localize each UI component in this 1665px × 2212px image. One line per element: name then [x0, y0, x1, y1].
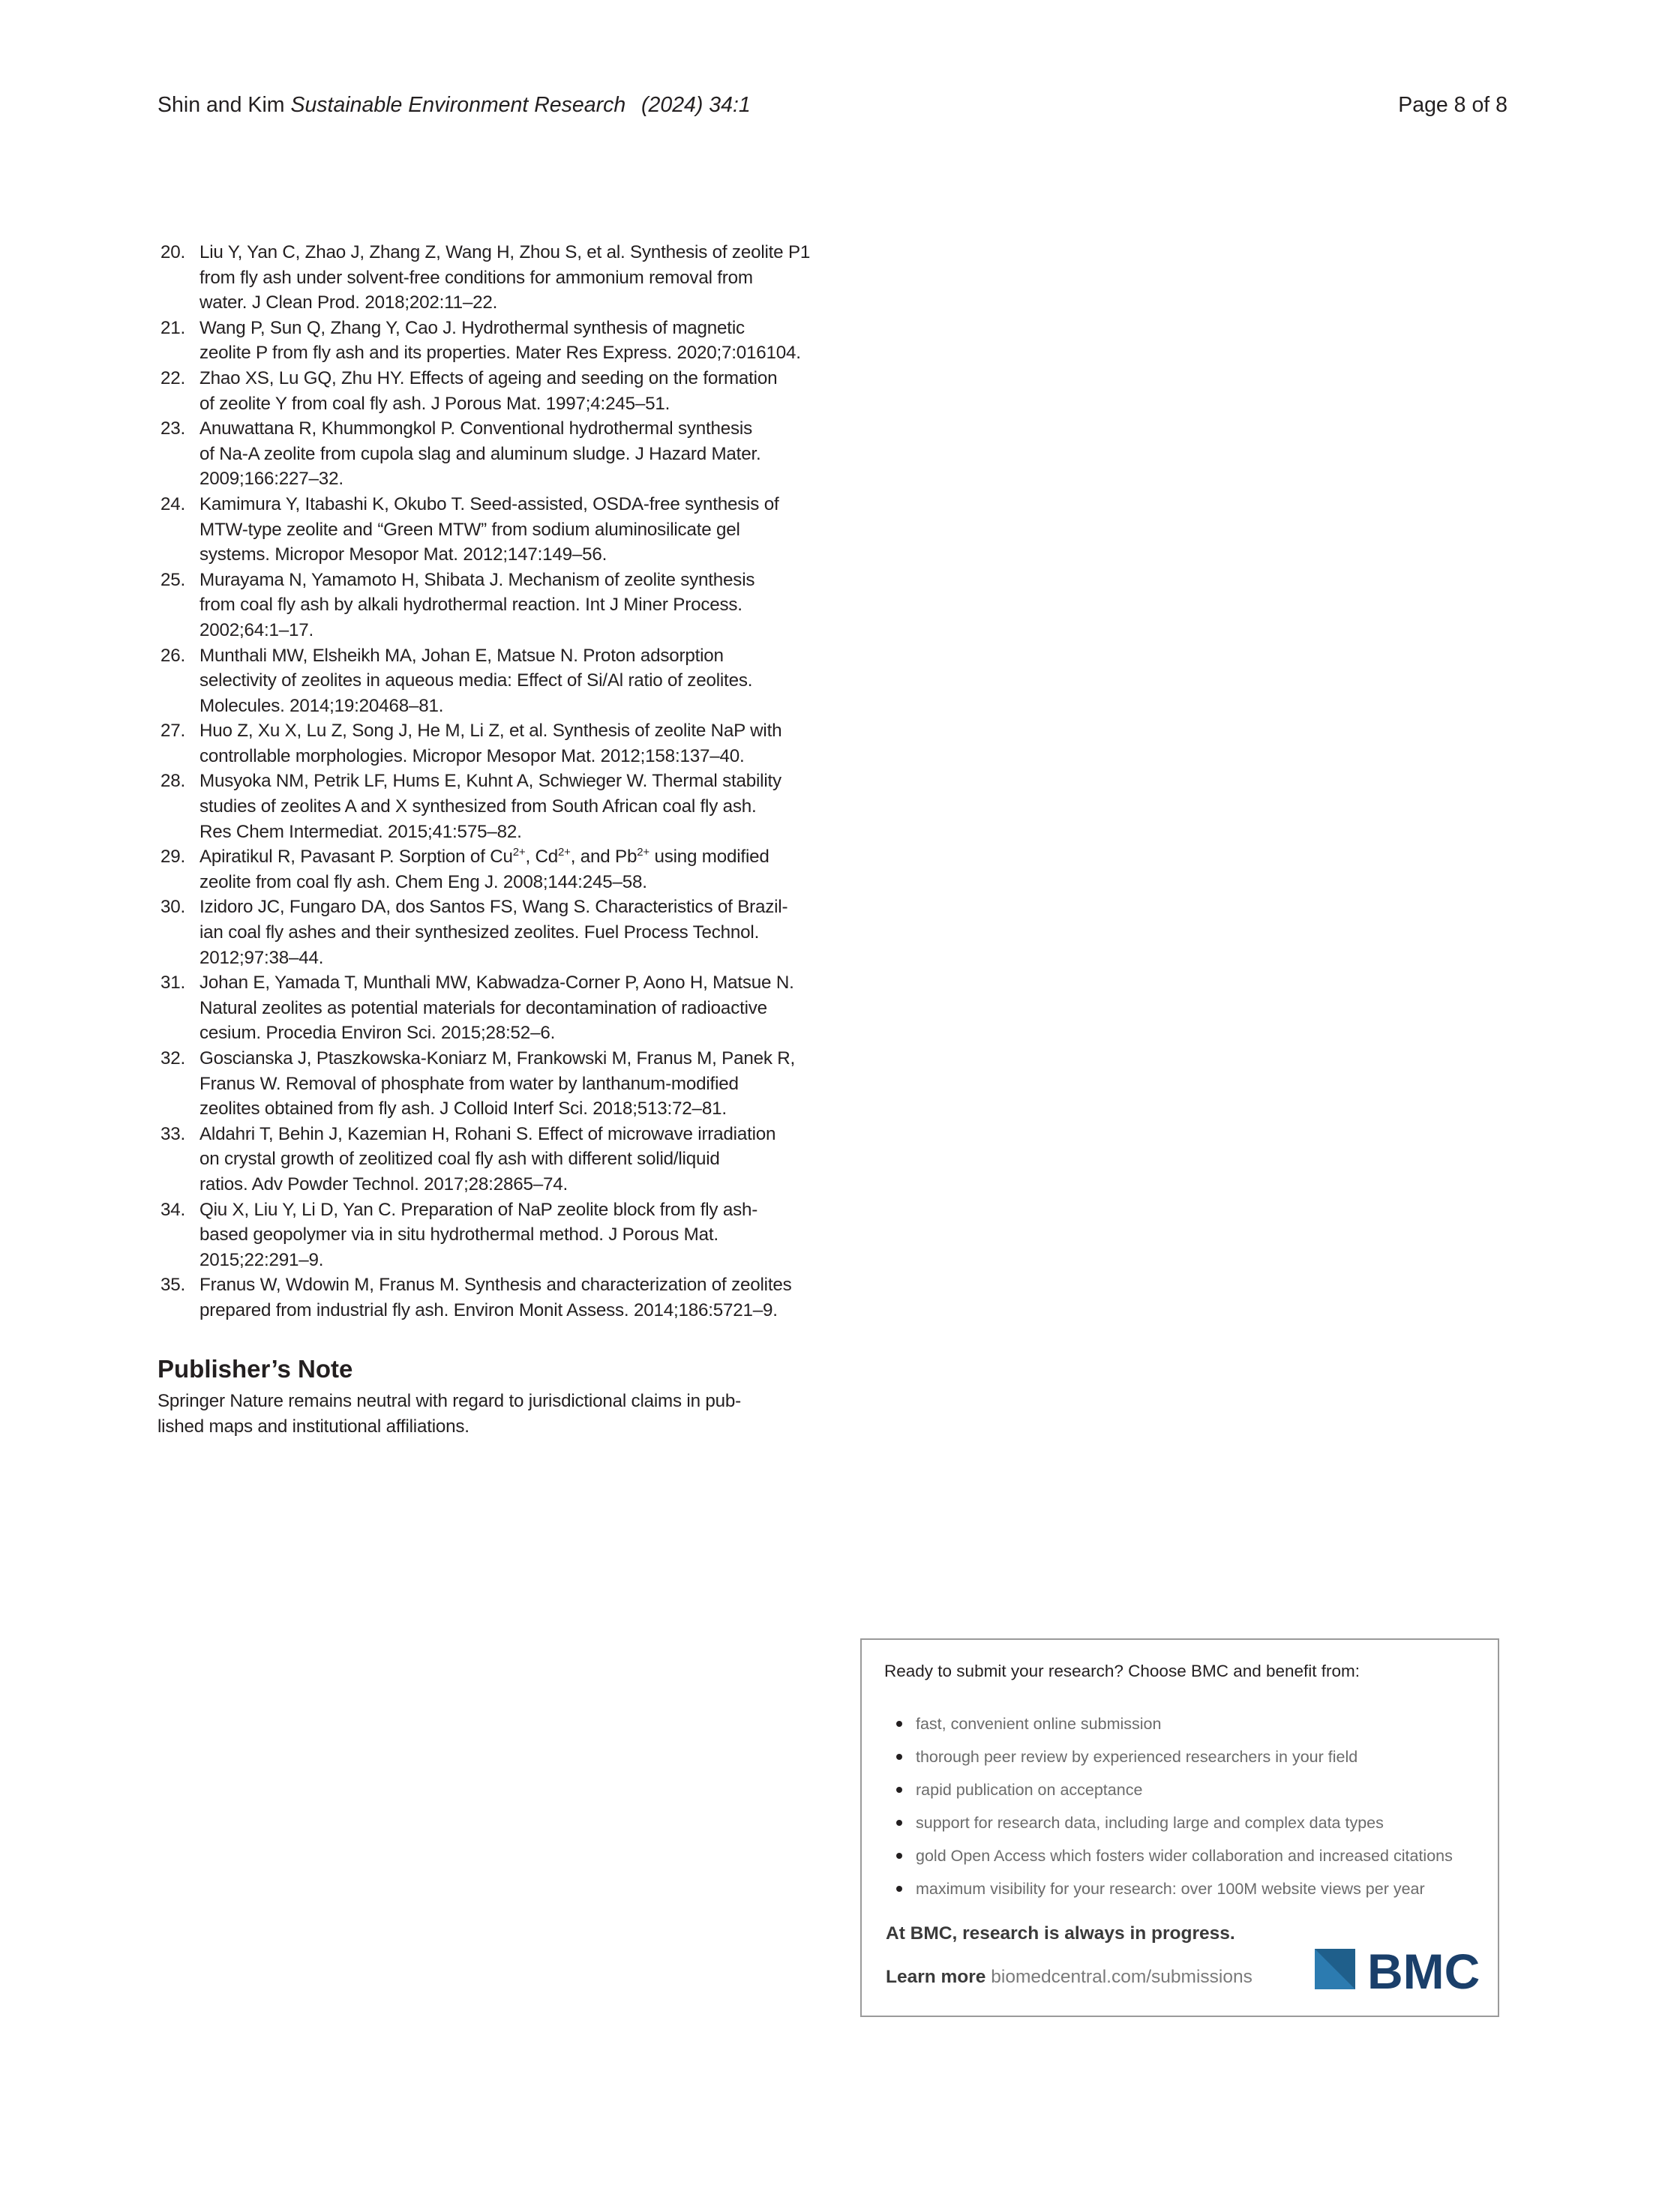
bullet-icon: [896, 1787, 902, 1793]
ad-benefit-item: support for research data, including large and complex data types: [884, 1806, 1453, 1839]
reference-number: 28.: [160, 771, 186, 792]
reference-item: 30. Izidoro JC, Fungaro DA, dos Santos FS, Wang S. Characteristics of Brazil- ian coal fly ashes and their synthesized zeolites. Fuel Process Technol. 2012;97:38–44.: [158, 895, 818, 970]
reference-item: 32. Goscianska J, Ptaszkowska-Koniarz M, Frankowski M, Franus M, Panek R, Franus W. Removal of phosphate from water by lanthanum-modified zeolites obtained from fly ash. J Colloid Interf Sci. 2018;513:72–81.: [158, 1046, 818, 1122]
bmc-submission-ad: [860, 1638, 1499, 2017]
ad-benefit-item: rapid publication on acceptance: [884, 1773, 1453, 1806]
reference-item: 35. Franus W, Wdowin M, Franus M. Synthesis and characterization of zeolites prepared from industrial fly ash. Environ Monit Assess. 2014;186:5721–9.: [158, 1272, 818, 1323]
reference-number: 26.: [160, 645, 186, 666]
reference-number: 24.: [160, 493, 186, 514]
reference-item: 34. Qiu X, Liu Y, Li D, Yan C. Preparation of NaP zeolite block from fly ash- based geopolymer via in situ hydrothermal method. J Porous Mat. 2015;22:291–9.: [158, 1197, 818, 1273]
header-journal: Sustainable Environment Research: [290, 93, 626, 117]
reference-number: 34.: [160, 1199, 186, 1220]
ad-benefit-item: gold Open Access which fosters wider collaboration and increased citations: [884, 1839, 1453, 1872]
reference-item: 26. Munthali MW, Elsheikh MA, Johan E, Matsue N. Proton adsorption selectivity of zeolites in aqueous media: Effect of Si/Al ratio of zeolites. Molecules. 2014;19:20468–81.: [158, 643, 818, 719]
reference-item: 20. Liu Y, Yan C, Zhao J, Zhang Z, Wang H, Zhou S, et al. Synthesis of zeolite P1 from fly ash under solvent-free conditions for ammonium removal from water. J Clean Prod. 2018;202:11–22.: [158, 240, 818, 316]
header-authors: Shin and Kim Sustainable Environment Research: [158, 93, 626, 117]
ad-headline: Ready to submit your research? Choose BMC and benefit from:: [884, 1662, 1360, 1680]
bullet-icon: [896, 1754, 902, 1760]
submission-url[interactable]: biomedcentral.com/submissions: [991, 1967, 1252, 1987]
reference-number: 32.: [160, 1048, 186, 1069]
reference-item: 33. Aldahri T, Behin J, Kazemian H, Rohani S. Effect of microwave irradiation on crystal growth of zeolitized coal fly ash with different solid/liquid ratios. Adv Powder Technol. 2017;28:2865–74.: [158, 1122, 818, 1197]
svg-text:BMC: BMC: [1367, 1946, 1480, 1991]
bullet-icon: [896, 1721, 902, 1727]
bullet-icon: [896, 1853, 902, 1859]
reference-item: 25. Murayama N, Yamamoto H, Shibata J. Mechanism of zeolite synthesis from coal fly ash by alkali hydrothermal reaction. Int J Miner Process. 2002;64:1–17.: [158, 568, 818, 643]
reference-number: 29.: [160, 847, 186, 868]
ad-tagline: At BMC, research is always in progress.: [886, 1923, 1235, 1944]
reference-number: 23.: [160, 418, 186, 439]
reference-list: [158, 240, 818, 1323]
ad-benefit-item: maximum visibility for your research: over 100M website views per year: [884, 1872, 1453, 1905]
bullet-icon: [896, 1820, 902, 1826]
publisher-note-text: Springer Nature remains neutral with regard to jurisdictional claims in pub- lished maps and institutional affiliations.: [158, 1391, 741, 1437]
ad-benefit-list: [884, 1707, 1453, 1905]
reference-number: 22.: [160, 367, 186, 388]
bullet-icon: [896, 1886, 902, 1892]
header-citation: (2024) 34:1: [641, 93, 751, 117]
reference-item: 24. Kamimura Y, Itabashi K, Okubo T. Seed-assisted, OSDA-free synthesis of MTW-type zeolite and “Green MTW” from sodium aluminosilicate gel systems. Micropor Mesopor Mat. 2012;147:149–56.: [158, 492, 818, 568]
learn-more-link[interactable]: Learn more biomedcentral.com/submissions: [886, 1967, 1252, 1987]
reference-number: 30.: [160, 897, 186, 918]
reference-number: 33.: [160, 1123, 186, 1144]
ad-benefit-item: fast, convenient online submission: [884, 1707, 1453, 1740]
reference-item: 29. Apiratikul R, Pavasant P. Sorption of $Cu^{2+}$, $Cd^{2+}$, and $Pb^{2+}$ using modified zeolite from coal fly ash. Chem Eng J. 2008;144:245–58.: [160, 846, 770, 892]
ad-benefit-item: thorough peer review by experienced researchers in your field: [884, 1740, 1453, 1773]
reference-item: 31. Johan E, Yamada T, Munthali MW, Kabwadza-Corner P, Aono H, Matsue N. Natural zeolites as potential materials for decontamination of radioactive cesium. Procedia Environ Sci. 2015;28:52–6.: [158, 970, 818, 1046]
reference-item: 23. Anuwattana R, Khummongkol P. Conventional hydrothermal synthesis of Na-A zeolite from cupola slag and aluminum sludge. J Hazard Mater. 2009;166:227–32.: [158, 416, 818, 492]
reference-number: 21.: [160, 317, 186, 338]
bmc-logo-icon: [1315, 1946, 1489, 1991]
publisher-note-heading: Publisher’s Note: [158, 1355, 353, 1383]
reference-number: 25.: [160, 569, 186, 590]
reference-number: 35.: [160, 1275, 186, 1296]
reference-item: 27. Huo Z, Xu X, Lu Z, Song J, He M, Li Z, et al. Synthesis of zeolite NaP with controllable morphologies. Micropor Mesopor Mat. 2012;158:137–40.: [158, 718, 818, 769]
reference-item: 22. Zhao XS, Lu GQ, Zhu HY. Effects of ageing and seeding on the formation of zeolite Y from coal fly ash. J Porous Mat. 1997;4:245–51.: [158, 366, 818, 416]
reference-number: 20.: [160, 242, 186, 262]
page-number: Page 8 of 8: [1398, 93, 1508, 117]
running-header: [158, 88, 1508, 121]
reference-item: 21. Wang P, Sun Q, Zhang Y, Cao J. Hydrothermal synthesis of magnetic zeolite P from fly ash and its properties. Mater Res Express. 2020;7:016104.: [158, 316, 818, 366]
reference-number: 31.: [160, 973, 186, 994]
reference-number: 27.: [160, 721, 186, 742]
reference-item: 28. Musyoka NM, Petrik LF, Hums E, Kuhnt A, Schwieger W. Thermal stability studies of zeolites A and X synthesized from South African coal fly ash. Res Chem Intermediat. 2015;41:575–82.: [158, 769, 818, 844]
